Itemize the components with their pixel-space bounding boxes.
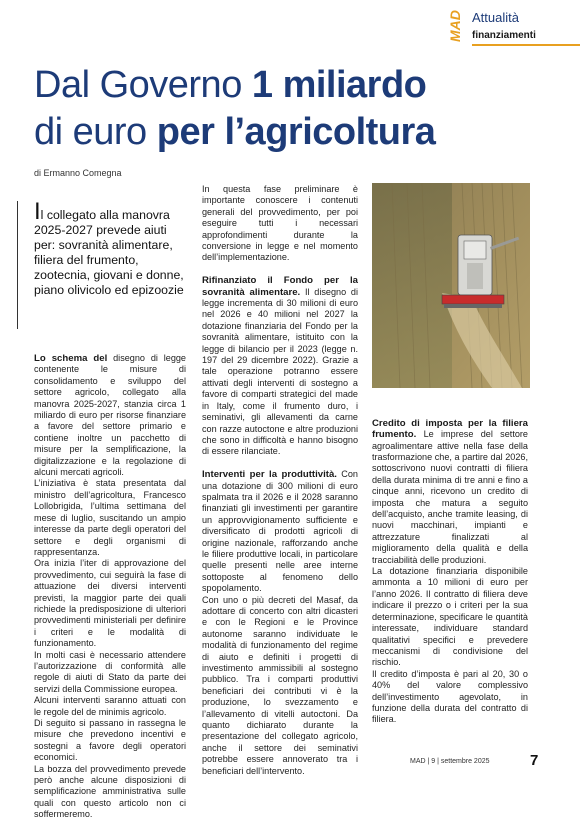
lead-text: l collegato alla manovra 2025-2027 prevede aiuti per: sovranità alimentare, filiera del frumento, zootecnia, giovani e donne, piano olivicolo ed epizoozie: [34, 208, 184, 297]
body-paragraph: [372, 418, 528, 566]
harvester-photo: [372, 183, 530, 388]
body-paragraph: Ora inizia l’iter di approvazione del provvedimento, cui seguirà la fase di attuazione dei diversi interventi previsti, la maggior parte dei quali richiede la predisposizione di ulteriori provvedimenti ministeriali per definire i criteri e le modalità di funzionamento.: [34, 558, 186, 649]
title-line1-bold: 1 miliardo: [251, 64, 427, 106]
lead-paragraph: [34, 198, 184, 297]
body-paragraph: In molti casi è necessario attendere l’autorizzazione di conformità alle regole di aiuti di Stato da parte dei servizi della Commissione europea.: [34, 649, 186, 694]
section-category: Attualità: [472, 10, 519, 25]
body-paragraph: Il credito d’imposta è pari al 20, 30 o 40% del valore complessivo dell’investimento agevolato, in funzione della durata del contratto di filiera.: [372, 668, 528, 725]
paragraph-text: Le imprese del settore agroalimentare attive nella fase della trasformazione che, a partire dal 2026, sottoscrivono nuovi contratti di filiera della durata minima di tre anni e fino a cinque anni, ricevono un credito di imposta che matura a seguito dell’acquisto, anche tramite leasing, di nuovi macchinari, impianti e attrezzature finalizzati al miglioramento della qualità e della tracciabilità delle produzioni.: [372, 429, 528, 565]
mad-logo-icon: [447, 6, 465, 44]
body-paragraph: L’iniziativa è stata presentata dal ministro dell’agricoltura, Francesco Lollobrigida, l’ultima settimana del mese di luglio, suscitando un ampio interesse da parte degli operatori del settore e degli organismi di rappresentanza.: [34, 478, 186, 557]
title-line1-light: Dal Governo: [34, 64, 252, 106]
article-title: [34, 62, 554, 156]
section-heading: Rifinanziato il Fondo per la sovranità alimentare.: [202, 275, 358, 298]
page-number: 7: [530, 752, 539, 769]
body-paragraph: Con uno o più decreti del Masaf, da adottare di concerto con altri dicasteri e con le Regioni e le Province autonome saranno individuate le modalità di funzionamento del regime di aiuto e definiti i progetti di investimento ammissibili al sostegno pubblico. Tra i comparti produttivi beneficiari dei contributi vi è la produzione, lo svezzamento e l’allevamento di vitelli autoctoni. Da quanto dichiarato durante la presentazione del collegato agricolo, anche il settore dei seminativi potrebbe essere annoverato tra i beneficiari dell’intervento.: [202, 594, 358, 776]
paragraph-text: Con una dotazione di 300 milioni di euro spalmata tra il 2026 e il 2028 saranno finanziati gli investimenti per garantire un approvvigionamento sufficiente e diversificato di prodotti agricoli di origine nazionale, rafforzando anche le filiere produttive locali, in particolare quelle presenti nelle aree interne sottoposte al fenomeno dello spopolamento.: [202, 469, 358, 594]
column-2: [202, 184, 358, 777]
body-paragraph: Di seguito si passano in rassegna le misure che prevedono incentivi e sostegni a favore degli operatori economici.: [34, 718, 186, 763]
body-paragraph: [34, 353, 186, 478]
body-paragraph: In questa fase preliminare è importante conoscere i contenuti generali del provvedimento, per poi eseguire tutti i necessari approfondimenti durante la conversione in legge e nel momento dell’implementazione.: [202, 184, 358, 263]
issue-footer: MAD | 9 | settembre 2025: [410, 758, 490, 765]
paragraph-text: Il disegno di legge incrementa di 30 milioni di euro nel 2026 e 40 milioni nel 2027 la dotazione finanziaria del Fondo per la sovranità alimentare, istituito con la legge di bilancio per il 2023 (legge n. 197 del 29 dicembre 2022). Grazie a tale operazione potranno essere attivati degli interventi di sostegno a favore di comparti strategici del made in Italy, come il frumento duro, i seminativi, gli allevamenti da carne con razze autoctone e altre produzioni che sono in difficoltà e hanno bisogno di essere rilanciate.: [202, 286, 358, 457]
title-line2-light: di euro: [34, 111, 157, 153]
section-heading: Credito di imposta per la filiera frumento.: [372, 417, 528, 441]
section-subcategory: finanziamenti: [472, 30, 536, 41]
lead-initial: I: [34, 198, 41, 225]
body-paragraph: La dotazione finanziaria disponibile ammonta a 10 milioni di euro per l’anno 2026. Il contratto di filiera deve indicare il prezzo o i criteri per la sua determinazione, specificare le quantità interessate, individuare standard qualitativi specifici e prevedere meccanismi di condivisione del rischio.: [372, 566, 528, 668]
body-paragraph: Alcuni interventi saranno attuati con le regole del de minimis agricolo.: [34, 695, 186, 717]
mad-logo: [447, 6, 465, 44]
header-divider: [472, 44, 580, 46]
combine-harvester-image: [372, 183, 530, 388]
section-heading: Interventi per la produttività.: [202, 469, 337, 481]
byline: di Ermanno Comegna: [34, 168, 122, 178]
paragraph-text: disegno di legge contenente le misure di consolidamento e sviluppo del settore agricolo, collegato alla manovra 2025-2027, stanzia circa 1 miliardo di euro per risorse finanziare a favore del settore primario e contiene inoltre un pacchetto di misure per la semplificazione, la digitalizzazione e la regolazione di alcuni mercati agricoli.: [34, 353, 186, 478]
svg-text:MAD: MAD: [447, 10, 463, 42]
lead-bar: [17, 201, 18, 329]
body-paragraph: [202, 275, 358, 458]
body-paragraph: La bozza del provvedimento prevede però anche alcune disposizioni di semplificazione amministrativa sulle quali con questo articolo non ci soffermeremo.: [34, 763, 186, 820]
paragraph-lead-in: Lo schema del: [34, 353, 108, 364]
column-3: [372, 395, 528, 726]
column-1: [34, 353, 186, 821]
title-line2-bold: per l’agricoltura: [156, 111, 436, 153]
body-paragraph: [202, 469, 358, 594]
